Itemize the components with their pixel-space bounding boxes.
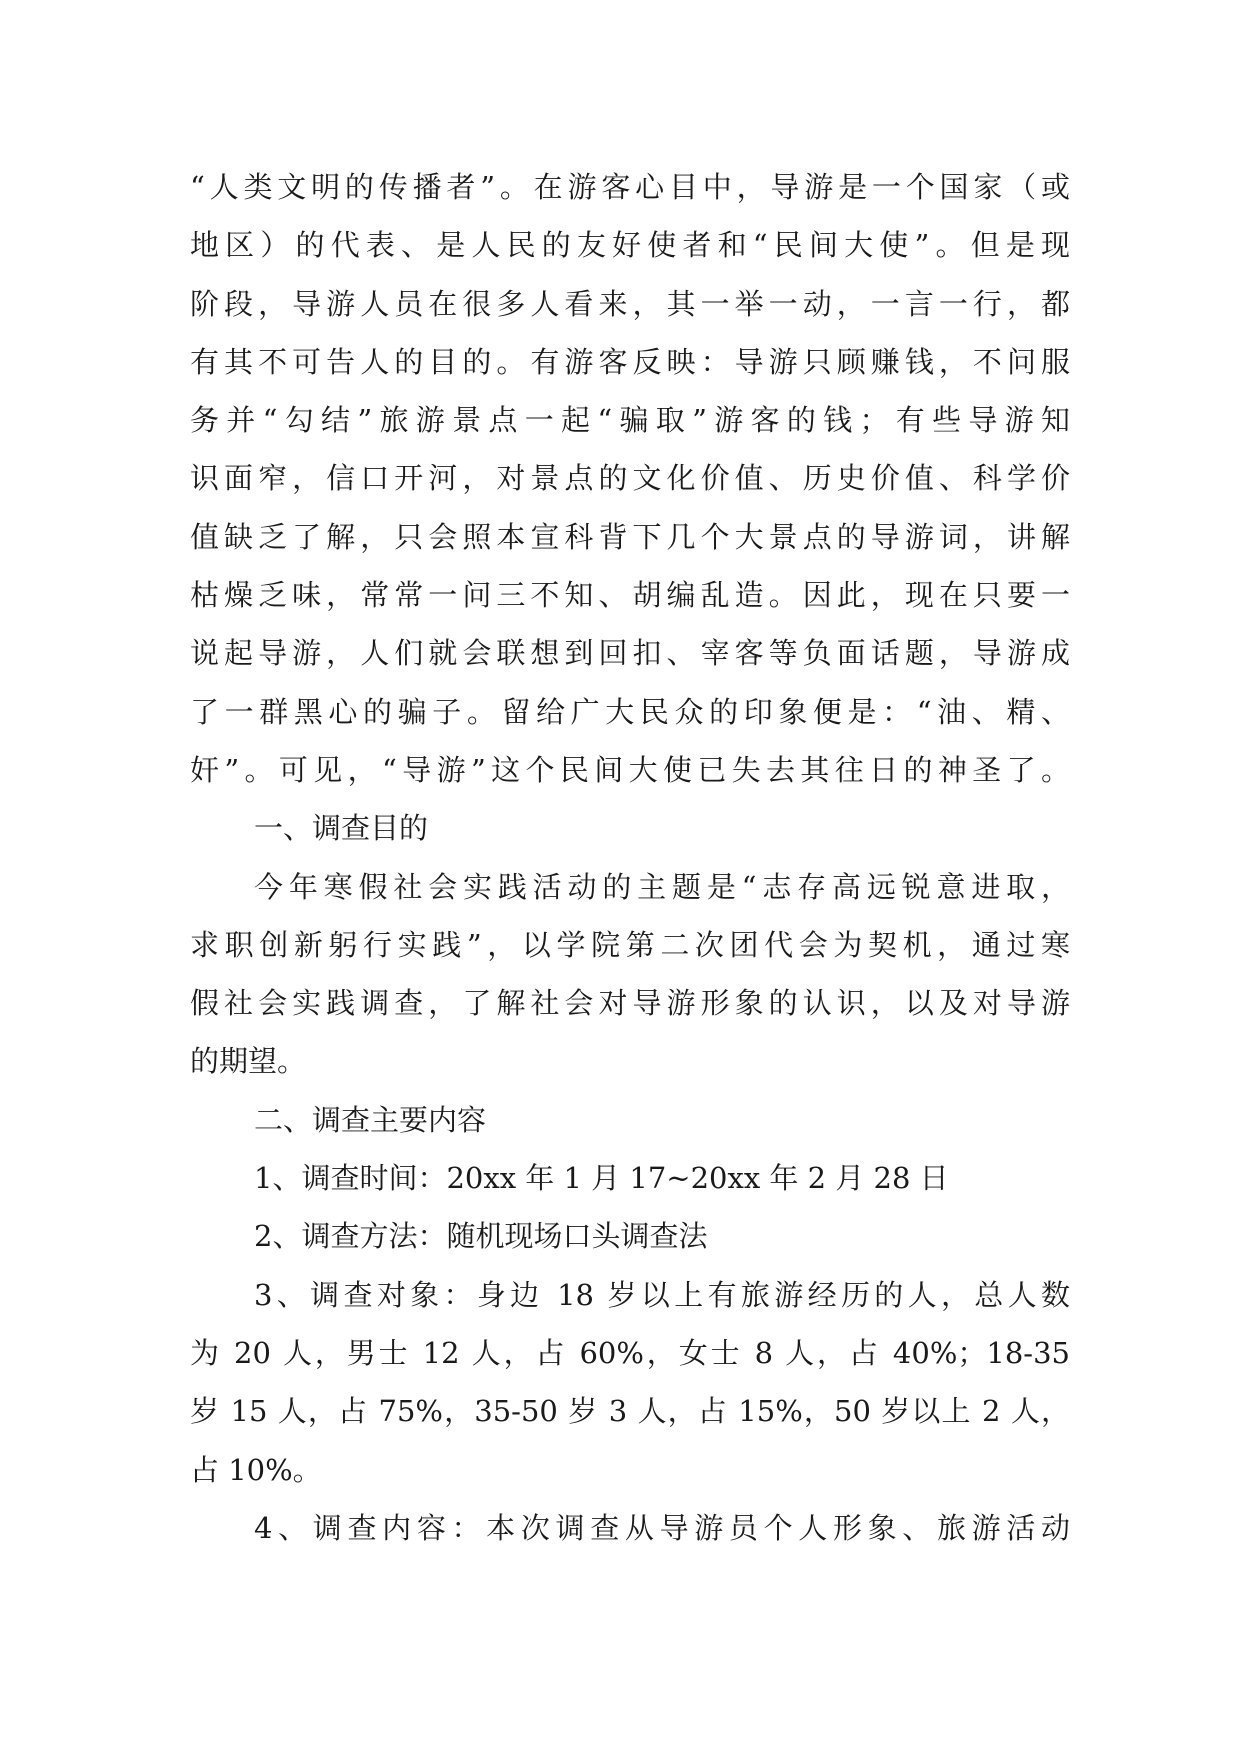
section-heading-content: 二、调查主要内容 <box>254 1102 487 1137</box>
paragraph-line: 今年寒假社会实践活动的主题是“志存高远锐意进取， <box>254 869 1070 904</box>
paragraph-line: 识面窄，信口开河，对景点的文化价值、历史价值、科学价 <box>190 461 1070 496</box>
list-item-content: 4、调查内容：本次调查从导游员个人形象、旅游活动 <box>254 1510 1070 1545</box>
paragraph-line: 说起导游，人们就会联想到回扣、宰客等负面话题，导游成 <box>190 636 1070 671</box>
section-heading-purpose: 一、调查目的 <box>254 811 429 846</box>
paragraph-line: 为 20 人，男士 12 人，占 60%，女士 8 人，占 40%；18-35 <box>190 1335 1070 1370</box>
paragraph-line: 了一群黑心的骗子。留给广大民众的印象便是：“油、精、 <box>190 694 1070 729</box>
paragraph-line: 的期望。 <box>190 1044 307 1079</box>
paragraph-line: 占 10%。 <box>190 1452 322 1487</box>
list-item-subjects: 3、调查对象：身边 18 岁以上有旅游经历的人，总人数 <box>254 1277 1070 1312</box>
paragraph-line: 奸”。可见，“导游”这个民间大使已失去其往日的神圣了。 <box>190 752 1070 787</box>
paragraph-line: 值缺乏了解，只会照本宣科背下几个大景点的导游词，讲解 <box>190 519 1070 554</box>
list-item-method: 2、调查方法：随机现场口头调查法 <box>254 1219 708 1254</box>
paragraph-line: “人类文明的传播者”。在游客心目中，导游是一个国家（或 <box>190 170 1070 204</box>
paragraph-line: 有其不可告人的目的。有游客反映：导游只顾赚钱，不问服 <box>190 344 1070 379</box>
paragraph-line: 务并“勾结”旅游景点一起“骗取”游客的钱；有些导游知 <box>190 403 1070 438</box>
paragraph-line: 地区）的代表、是人民的友好使者和“民间大使”。但是现 <box>190 228 1070 263</box>
document-body <box>190 158 1070 1557</box>
paragraph-line: 假社会实践调查，了解社会对导游形象的认识，以及对导游 <box>190 986 1070 1021</box>
paragraph-line: 枯燥乏味，常常一问三不知、胡编乱造。因此，现在只要一 <box>190 578 1070 613</box>
paragraph-line: 求职创新躬行实践”，以学院第二次团代会为契机，通过寒 <box>190 927 1070 962</box>
list-item-time: 1、调查时间：20xx 年 1 月 17~20xx 年 2 月 28 日 <box>254 1161 949 1196</box>
paragraph-line: 阶段，导游人员在很多人看来，其一举一动，一言一行，都 <box>190 286 1070 321</box>
paragraph-line: 岁 15 人，占 75%，35-50 岁 3 人，占 15%，50 岁以上 2 人， <box>190 1394 1070 1429</box>
